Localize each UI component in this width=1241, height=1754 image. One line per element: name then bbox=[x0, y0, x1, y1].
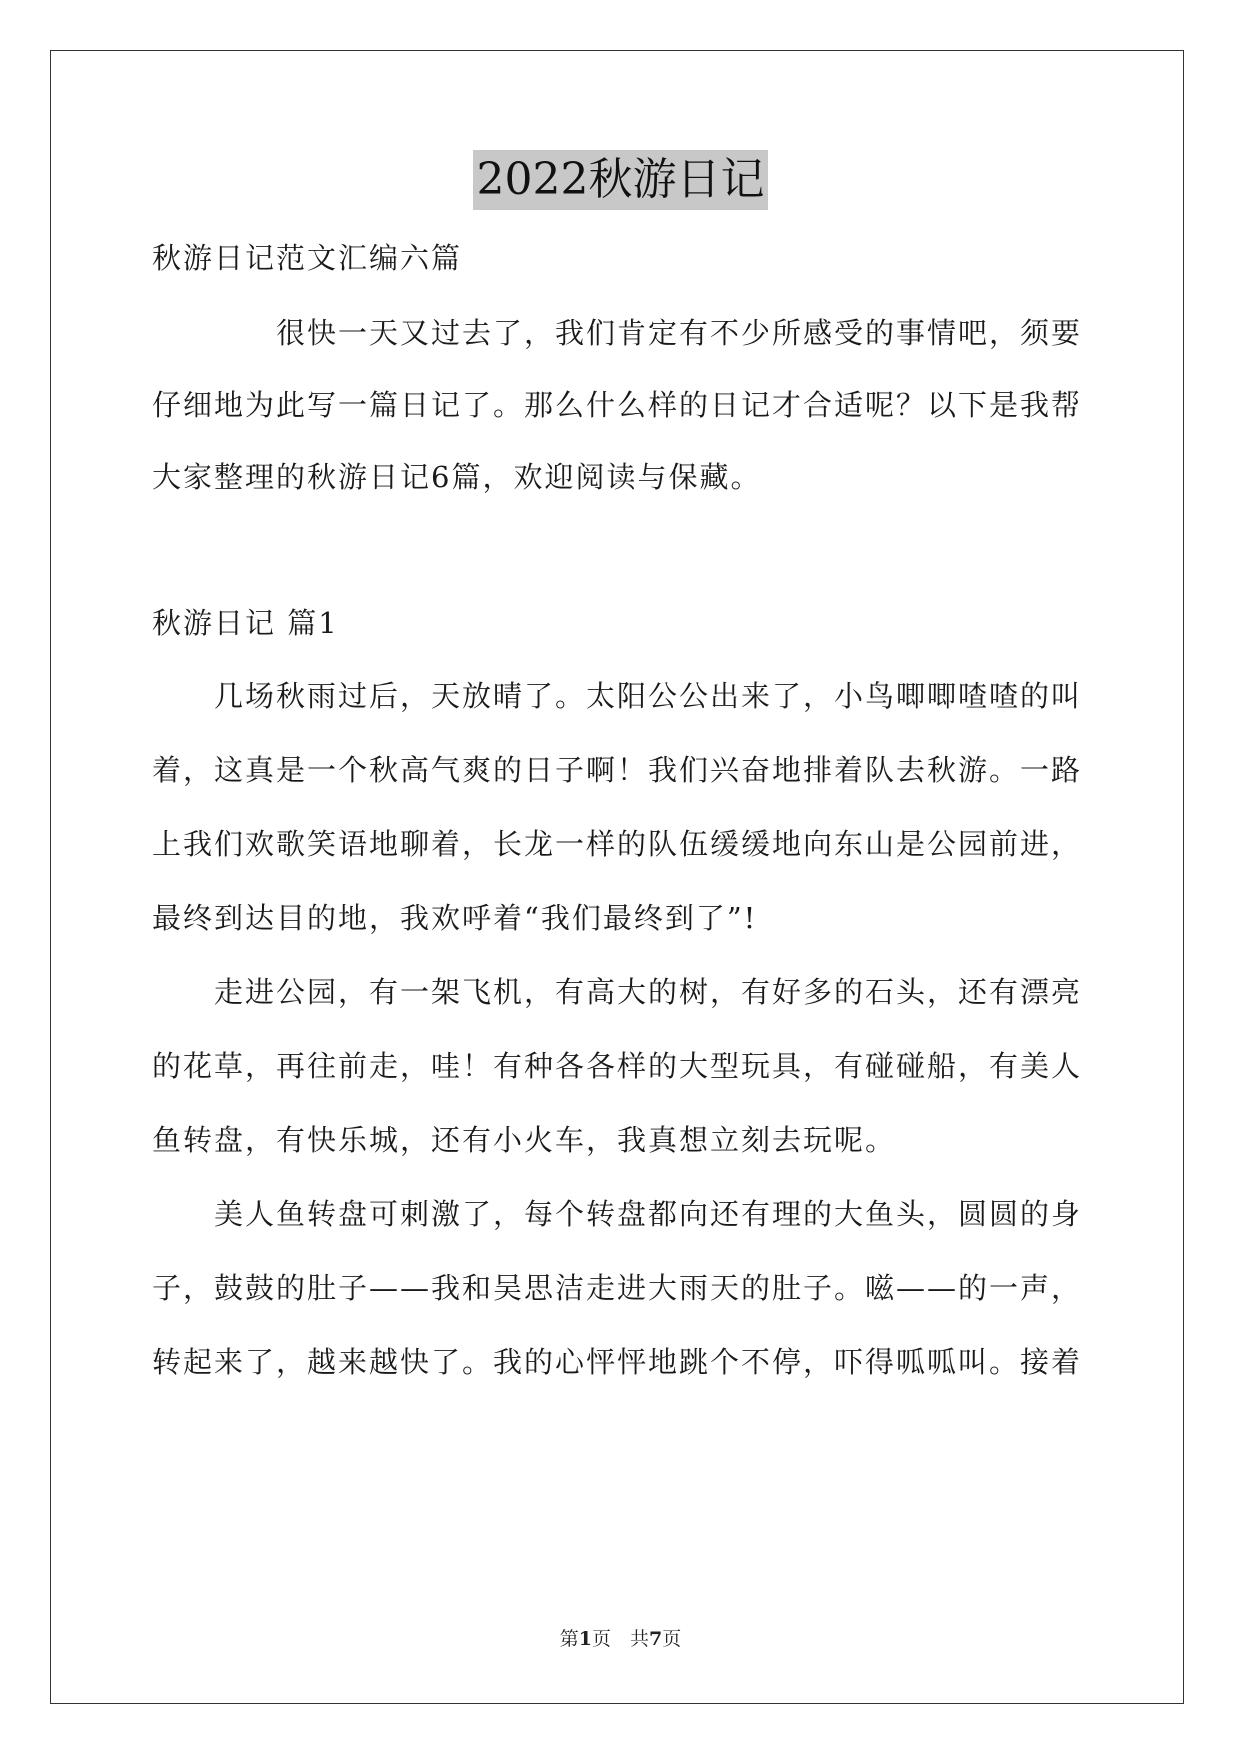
footer-page-suffix: 页 bbox=[662, 1628, 682, 1650]
page-footer bbox=[0, 1627, 1241, 1651]
body-line-4: 最终到达目的地，我欢呼着“我们最终到了”! bbox=[152, 901, 758, 935]
body-line-8: 美人鱼转盘可刺激了，每个转盘都向还有理的大鱼头，圆圆的身 bbox=[214, 1197, 1083, 1231]
footer-page-total: 7 bbox=[649, 1628, 663, 1650]
intro-line-3: 大家整理的秋游日记6篇，欢迎阅读与保藏。 bbox=[152, 460, 762, 494]
body-line-7: 鱼转盘，有快乐城，还有小火车，我真想立刻去玩呢。 bbox=[152, 1123, 897, 1157]
intro-line-2: 仔细地为此写一篇日记了。那么什么样的日记才合适呢？以下是我帮 bbox=[152, 388, 1083, 422]
page-border bbox=[50, 50, 1184, 1704]
intro-line-1: 很快一天又过去了，我们肯定有不少所感受的事情吧，须要 bbox=[276, 316, 1083, 350]
subtitle: 秋游日记范文汇编六篇 bbox=[152, 241, 463, 275]
body-line-9: 子，鼓鼓的肚子——我和吴思洁走进大雨天的肚子。嗞——的一声， bbox=[152, 1271, 1083, 1305]
footer-page-mid: 页 共 bbox=[591, 1628, 649, 1650]
body-line-5: 走进公园，有一架飞机，有高大的树，有好多的石头，还有漂亮 bbox=[214, 975, 1083, 1009]
title-container bbox=[0, 150, 1241, 210]
footer-page-prefix: 第 bbox=[559, 1628, 579, 1650]
body-line-2: 着，这真是一个秋高气爽的日子啊！我们兴奋地排着队去秋游。一路 bbox=[152, 753, 1083, 787]
document-title: 2022秋游日记 bbox=[473, 150, 769, 210]
body-line-1: 几场秋雨过后，天放晴了。太阳公公出来了，小鸟唧唧喳喳的叫 bbox=[214, 679, 1083, 713]
body-line-3: 上我们欢歌笑语地聊着，长龙一样的队伍缓缓地向东山是公园前进， bbox=[152, 827, 1083, 861]
body-line-10: 转起来了，越来越快了。我的心怦怦地跳个不停，吓得呱呱叫。接着 bbox=[152, 1345, 1083, 1379]
body-line-6: 的花草，再往前走，哇！有种各各样的大型玩具，有碰碰船，有美人 bbox=[152, 1049, 1083, 1083]
section-heading: 秋游日记 篇1 bbox=[152, 606, 339, 640]
footer-page-current: 1 bbox=[578, 1628, 592, 1650]
